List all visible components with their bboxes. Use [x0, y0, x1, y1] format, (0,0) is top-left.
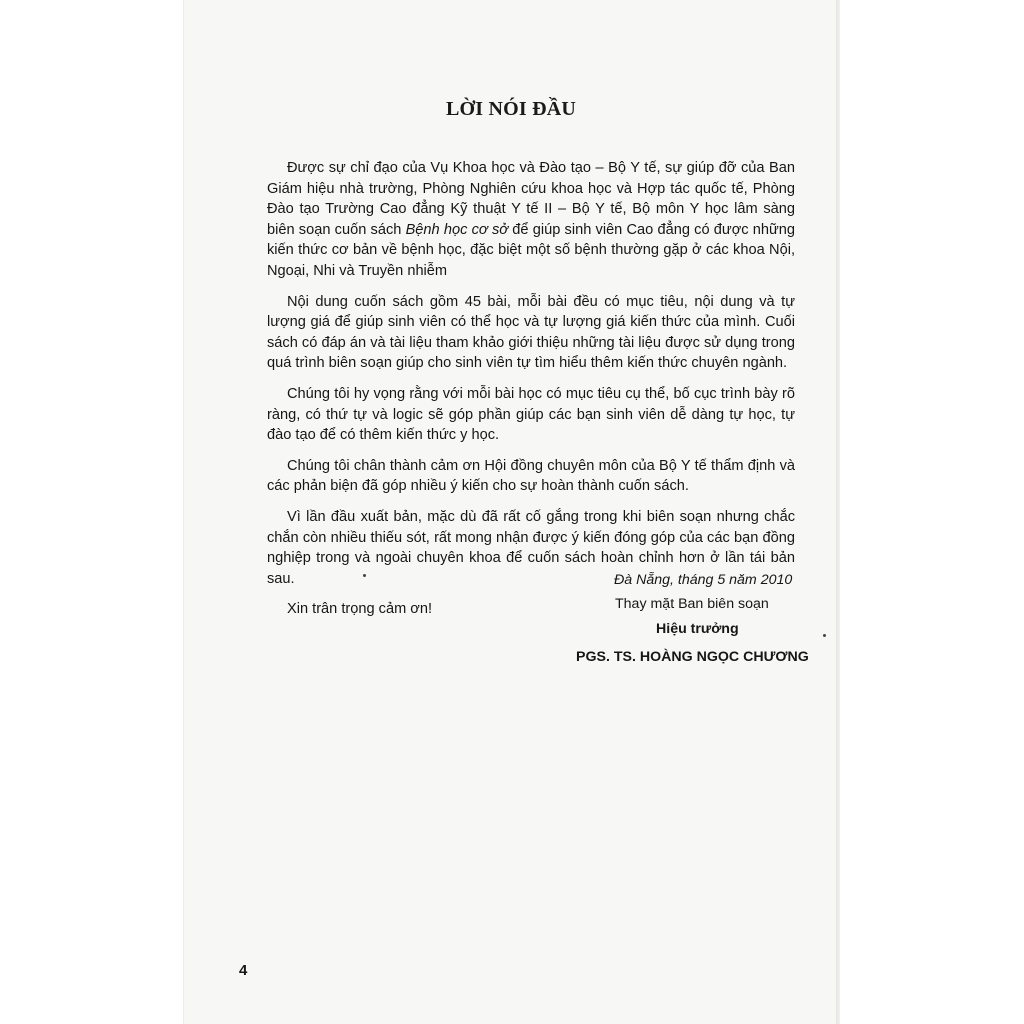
closing-line: Xin trân trọng cảm ơn!	[287, 601, 433, 618]
scan-speck	[823, 634, 826, 637]
signature-position: Hiệu trưởng	[656, 621, 739, 637]
scan-speck	[363, 574, 366, 577]
show-through-artifact	[238, 627, 242, 644]
signature-name: PGS. TS. HOÀNG NGỌC CHƯƠNG	[576, 649, 809, 665]
paragraph-3: Chúng tôi hy vọng rằng với mỗi bài học có mục tiêu cụ thể, bố cục trình bày rõ ràng, có thứ tự và logic sẽ góp phần giúp các bạn sinh viên dễ dàng tự học, tự đào tạo để có thêm kiến thức y học.	[267, 385, 795, 444]
paragraph-1-text-end: để giúp sinh viên Cao đẳng có được những kiến thức cơ bản về bệnh học, đặc biệt một số bệnh thường gặp ở các khoa Nội, Ngoại, Nhi và Truyền nhiễm	[267, 221, 796, 279]
paragraph-2: Nội dung cuốn sách gồm 45 bài, mỗi bài đều có mục tiêu, nội dung và tự lượng giá để giúp sinh viên có thể học và tự lượng giá kiến thức của mình. Cuối sách có đáp án và tài liệu tham khảo giới thiệu những tài liệu được sử dụng trong quá trình biên soạn giúp cho sinh viên tự tìm hiểu thêm kiến thức chuyên ngành.	[267, 293, 795, 372]
paragraph-4: Chúng tôi chân thành cảm ơn Hội đồng chuyên môn của Bộ Y tế thẩm định và các phản biện đã góp nhiều ý kiến cho sự hoàn thành cuốn sách.	[267, 457, 795, 495]
page-edge-shadow	[836, 0, 840, 1024]
book-title-italic: Bệnh học cơ sở	[405, 221, 509, 238]
document-page	[183, 0, 839, 1024]
signature-on-behalf: Thay mặt Ban biên soạn	[615, 596, 769, 612]
signature-place-date: Đà Nẵng, tháng 5 năm 2010	[614, 572, 793, 588]
page-title: LỜI NÓI ĐẦU	[446, 98, 576, 120]
paragraph-5: Vì lần đầu xuất bản, mặc dù đã rất cố gắng trong khi biên soạn nhưng chắc chắn còn nhiều thiếu sót, rất mong nhận được ý kiến đóng góp của các bạn đồng nghiệp trong và ngoài chuyên khoa để cuốn sách hoàn chỉnh hơn ở lần tái bản sau.	[267, 508, 795, 587]
paragraph-1-text-start: Được sự chỉ đạo của Vụ Khoa học và Đào tạo – Bộ Y tế, sự giúp đỡ của Ban Giám hiệu nhà trường, Phòng Nghiên cứu khoa học và Hợp tác quốc tế, Phòng Đào tạo Trường Cao đẳng Kỹ thuật Y tế II – Bộ Y tế, Bộ môn Y học lâm sàng biên soạn cuốn sách	[267, 160, 795, 238]
paragraph-1	[267, 158, 795, 282]
body-text	[267, 158, 795, 630]
page-number: 4	[239, 962, 248, 979]
